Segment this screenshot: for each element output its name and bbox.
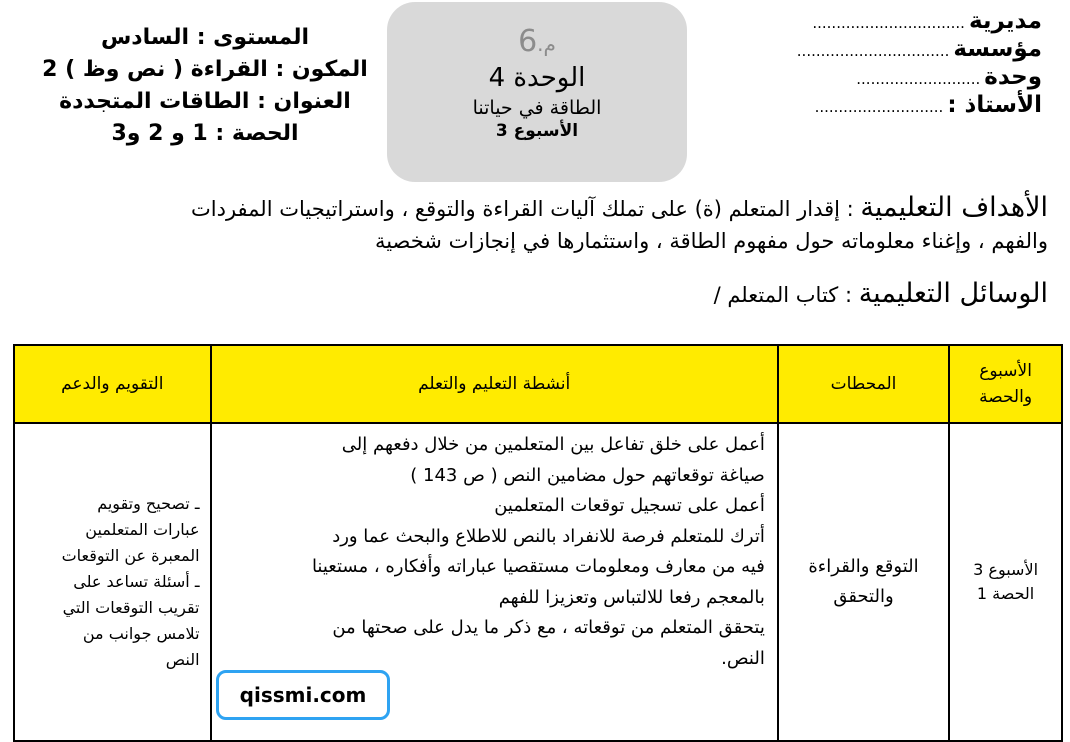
activity-line: فيه من معارف ومعلومات مستقصيا عباراته وأفكاره ، مستعينا [311, 556, 765, 577]
teaching-media [714, 278, 1048, 309]
lesson-level: المستوى : السادس [100, 25, 310, 50]
watermark-badge: qissmi.com [216, 670, 390, 720]
header-week-session: الأسبوع والحصة [949, 345, 1062, 423]
media-label: الوسائل التعليمية [858, 278, 1048, 309]
objectives-line-2: والفهم ، وإغناء معلوماته حول مفهوم الطاقة ، واستثمارها في إنجازات شخصية [374, 229, 1048, 253]
unit-title: الوحدة 4 [488, 63, 586, 93]
objectives-label: الأهداف التعليمية [860, 192, 1048, 223]
lesson-title: العنوان : الطاقات المتجددة [59, 89, 351, 114]
activity-line: يتحقق المتعلم من توقعاته ، مع ذكر ما يدل على صحتها من [332, 617, 765, 638]
activity-line: بالمعجم رفعا للالتباس وتعزيزا للفهم [498, 586, 765, 608]
unit-week: الأسبوع 3 [495, 121, 579, 141]
activity-line: النص. [721, 647, 765, 669]
table-row [14, 423, 1062, 741]
cell-stage: التوقع والقراءة والتحقق [778, 423, 949, 741]
admin-field-teacher: الأستاذ : ........................... [814, 92, 1042, 118]
admin-field-directorate: مديرية ................................ [812, 8, 1042, 34]
lesson-plan-table [13, 344, 1063, 742]
objectives-line-1: : إقدار المتعلم (ة) على تملك آليات القراءة والتوقع ، واستراتيجيات المفردات [191, 197, 861, 221]
lesson-component: المكون : القراءة ( نص وظ ) 2 [42, 57, 368, 82]
learning-objectives [28, 192, 1048, 257]
header-activities: أنشطة التعليم والتعلم [211, 345, 778, 423]
activity-line: أعمل على تسجيل توقعات المتعلمين [494, 495, 765, 516]
activity-line: أترك للمتعلم فرصة للانفراد بالنص للاطلاع والبحث عما ورد [332, 525, 765, 547]
admin-field-institution: مؤسسة ................................ [796, 36, 1042, 62]
header-evaluation: التقويم والدعم [14, 345, 211, 423]
activity-line: صياغة توقعاتهم حول مضامين النص ( ص 143 ) [410, 464, 765, 486]
unit-box [387, 2, 687, 182]
lesson-meta [40, 22, 370, 150]
cell-week-session: الأسبوع 3 الحصة 1 [949, 423, 1062, 741]
activity-line: أعمل على خلق تفاعل بين المتعلمين من خلال دفعهم إلى [341, 434, 765, 455]
media-value: : كتاب المتعلم / [713, 283, 859, 307]
lesson-session: الحصة : 1 و 2 و3 [111, 121, 299, 146]
table-header-row [14, 345, 1062, 423]
header-stages: المحطات [778, 345, 949, 423]
unit-theme: الطاقة في حياتنا [472, 97, 602, 119]
cell-evaluation: ـ تصحيح وتقويم عبارات المتعلمين المعبرة عن التوقعات ـ أسئلة تساعد على تقريب التوقعات التي تلامس جوانب من النص [14, 423, 211, 741]
unit-code: م.6 [518, 24, 556, 59]
admin-field-unit: وحدة .......................... [856, 64, 1042, 90]
admin-fields [742, 8, 1042, 120]
